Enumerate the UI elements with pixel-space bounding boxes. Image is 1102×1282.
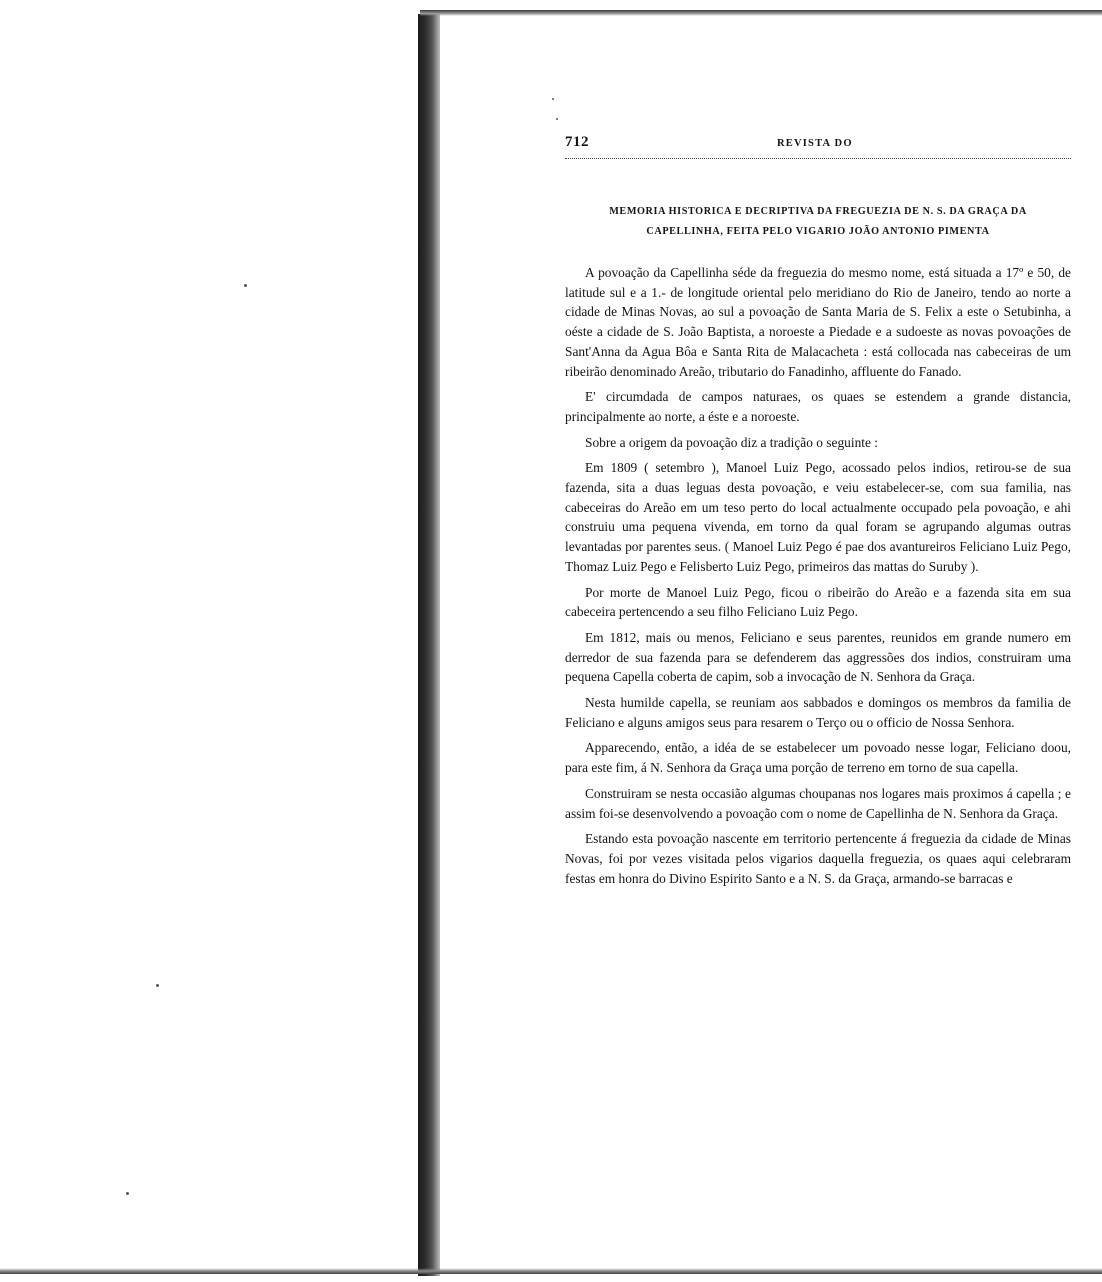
scan-speck (126, 1192, 129, 1195)
scan-speck (244, 284, 247, 287)
paragraph: Construiram se nesta occasião algumas choupanas nos logares mais proximos á capella ; e assim foi-se desenvolvendo a povoação com o nome de Capellinha de N. Senhora da Graça. (565, 785, 1071, 821)
paragraph: Apparecendo, então, a idéa de se estabelecer um povoado nesse logar, Feliciano doou, para este fim, á N. Senhora da Graça uma porção de terreno em torno de sua capella. (565, 740, 1071, 776)
article-title-line-1: MEMORIA HISTORICA E DECRIPTIVA DA FREGUEZIA DE N. S. DA GRAÇA DA (609, 206, 1027, 217)
paragraph: E' circumdada de campos naturaes, os quaes se estendem a grande distancia, principalmente ao norte, a éste e a noroeste. (565, 389, 1071, 424)
book-spine-edge (418, 14, 440, 1276)
page-top-edge (420, 10, 1102, 16)
running-head (565, 130, 1071, 154)
scan-speck (552, 98, 554, 100)
paragraph: Nesta humilde capella, se reuniam aos sabbados e domingos os membros da familia de Feliciano e alguns amigos seus para resarem o Terço ou o officio de Nossa Senhora. (565, 695, 1071, 730)
article-title (565, 202, 1071, 242)
scan-speck (156, 984, 159, 987)
header-rule (565, 158, 1071, 159)
page-bottom-edge (0, 1268, 1102, 1274)
paragraph: Em 1812, mais ou menos, Feliciano e seus parentes, reunidos em grande numero em derredor de sua fazenda para se defenderem das aggressões dos indios, construiram uma pequena Capella coberta de capim, sob a invocação de N. Senhora da Graça. (565, 629, 1071, 685)
paragraph: Em 1809 ( setembro ), Manoel Luiz Pego, acossado pelos indios, retirou-se de sua fazenda, sita a duas leguas desta povoação, e veiu estabelecer-se, com sua familia, nas cabeceiras do Areão em um teso perto do local actualmente occupado pela povoação, e ahi construiu uma pequena vivenda, em torno da qual foram se agrupando algumas outras levantadas por parentes seus. ( Manoel Luiz Pego é pae dos avantureiros Feliciano Luiz Pego, Thomaz Luiz Pego e Felisberto Luiz Pego, primeiros das mattas do Suruby ). (565, 460, 1071, 574)
page-number: 712 (565, 134, 589, 150)
article-body (565, 263, 1071, 888)
paragraph: Sobre a origem da povoação diz a tradição o seguinte : (585, 434, 878, 450)
article-title-line-2: CAPELLINHA, FEITA PELO VIGARIO JOÃO ANTONIO PIMENTA (646, 226, 990, 237)
book-page (565, 130, 1071, 894)
paragraph: Por morte de Manoel Luiz Pego, ficou o ribeirão do Areão e a fazenda sita em sua cabeceira pertencendo a seu filho Feliciano Luiz Pego. (565, 584, 1071, 620)
running-title: REVISTA DO (777, 138, 853, 149)
paragraph: A povoação da Capellinha séde da freguezia do mesmo nome, está situada a 17º e 50, de latitude sul e a 1.- de longitude oriental pelo meridiano do Rio de Janeiro, tendo ao norte a cidade de Minas Novas, ao sul a povoação de Santa Maria de S. Felix a este o Setubinha, a oéste a cidade de S. João Baptista, a noroeste a Piedade e a sudoeste as novas povoações de Sant'Anna da Agua Bôa e Santa Rita de Malacacheta : está collocada nas cabeceiras de um ribeirão denominado Areão, tributario do Fanadinho, affluente do Fanado. (565, 265, 1071, 379)
scan-speck (556, 118, 558, 120)
paragraph: Estando esta povoação nascente em territorio pertencente á freguezia da cidade de Minas Novas, foi por vezes visitada pelos vigarios daquella freguezia, os quaes aqui celebraram festas em honra do Divino Espirito Santo e a N. S. da Graça, armando-se barracas e (565, 831, 1071, 886)
